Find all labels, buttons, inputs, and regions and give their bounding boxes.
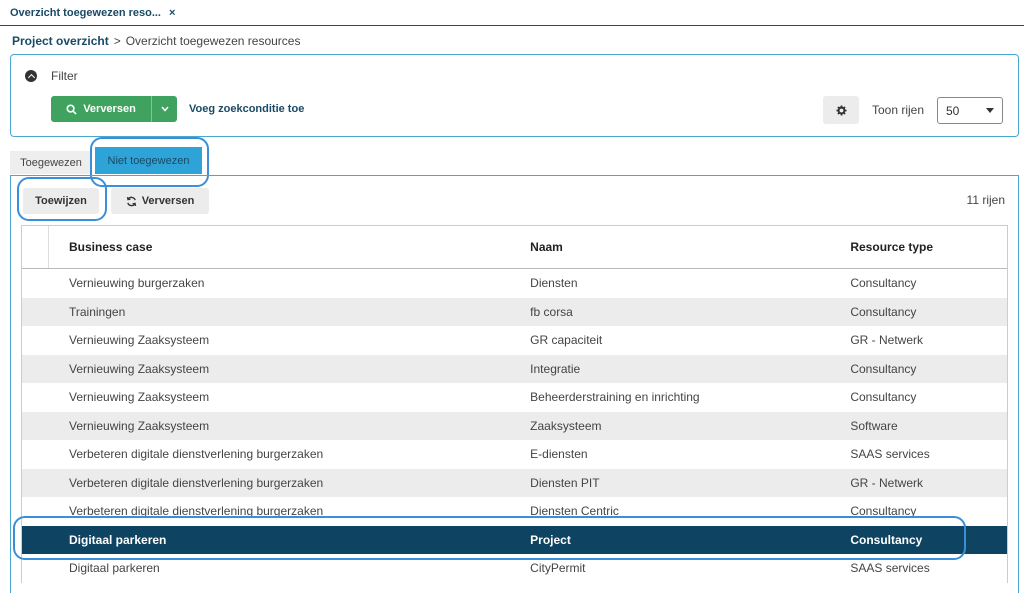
table-header [22,226,1007,269]
cell-resource-type: GR - Netwerk [850,475,924,490]
search-icon [66,104,77,115]
cell-resource-type: Consultancy [850,390,917,405]
refresh-results-label: Verversen [141,195,195,207]
cell-business-case: Digitaal parkeren [69,561,160,576]
row-selector-header [22,226,49,268]
table-row[interactable] [22,440,1007,469]
row-count: 11 rijen [966,193,1005,207]
cell-resource-type: SAAS services [850,447,930,462]
breadcrumb-current: Overzicht toegewezen resources [125,34,301,48]
filter-label: Filter [51,69,78,83]
table-row[interactable] [22,355,1007,384]
close-icon[interactable]: × [169,6,176,19]
table-row[interactable] [22,326,1007,355]
cell-business-case: Verbeteren digitale dienstverlening burgerzaken [69,475,324,490]
cell-resource-type: Consultancy [850,276,917,291]
cell-naam: Diensten [530,276,578,291]
breadcrumb-separator: > [113,34,121,48]
filter-panel [10,54,1019,137]
cell-naam: fb corsa [530,304,573,319]
tab-unassigned[interactable]: Niet toegewezen [95,147,202,174]
cell-resource-type: Consultancy [850,304,917,319]
assign-button[interactable]: Toewijzen [23,188,99,214]
cell-resource-type: SAAS services [850,561,930,576]
cell-resource-type: Consultancy [850,361,917,376]
document-tabbar [0,0,1024,26]
table-row[interactable] [22,383,1007,412]
cell-naam: Diensten Centric [530,504,619,519]
cell-business-case: Verbeteren digitale dienstverlening burgerzaken [69,447,324,462]
cell-naam: GR capaciteit [530,333,603,348]
rows-select[interactable] [937,97,1003,124]
toggle-up-icon[interactable] [25,70,37,82]
cell-naam: Diensten PIT [530,475,600,490]
table-row[interactable] [22,554,1007,583]
header-business-case[interactable]: Business case [69,240,153,254]
refresh-split-button[interactable] [51,96,177,122]
cell-naam: Project [530,532,571,547]
cell-business-case: Vernieuwing burgerzaken [69,276,205,291]
cell-business-case: Vernieuwing Zaaksysteem [69,361,210,376]
document-tab[interactable] [0,0,185,25]
cell-business-case: Trainingen [69,304,126,319]
cell-business-case: Verbeteren digitale dienstverlening burgerzaken [69,504,324,519]
refresh-icon [126,196,137,207]
gear-icon [836,105,847,116]
cell-business-case: Digitaal parkeren [69,532,167,547]
refresh-button[interactable] [51,103,151,115]
breadcrumb [12,34,300,48]
table-row[interactable] [22,412,1007,441]
chevron-down-icon [986,108,994,114]
cell-naam: Integratie [530,361,581,376]
table-row[interactable] [22,269,1007,298]
cell-resource-type: GR - Netwerk [850,333,924,348]
settings-button[interactable] [823,96,859,124]
cell-resource-type: Consultancy [850,532,923,547]
refresh-results-button[interactable] [111,188,209,214]
tab-assigned[interactable]: Toegewezen [10,151,92,174]
cell-naam: CityPermit [530,561,586,576]
table-body [22,269,1007,583]
document-tab-title: Overzicht toegewezen reso... [10,6,161,19]
cell-naam: E-diensten [530,447,588,462]
header-naam[interactable]: Naam [530,240,563,254]
refresh-dropdown-toggle[interactable] [151,96,177,122]
cell-naam: Zaaksysteem [530,418,602,433]
filter-header[interactable] [25,69,78,83]
table-row[interactable] [22,469,1007,498]
chevron-down-icon [161,106,169,112]
resources-table [21,225,1008,583]
add-condition-link[interactable]: Voeg zoekconditie toe [189,103,305,115]
breadcrumb-parent[interactable]: Project overzicht [12,34,109,48]
table-row[interactable] [22,298,1007,327]
cell-resource-type: Consultancy [850,504,917,519]
cell-business-case: Vernieuwing Zaaksysteem [69,390,210,405]
refresh-button-label: Verversen [83,103,136,115]
rows-select-value: 50 [946,103,960,118]
rows-label: Toon rijen [872,103,925,117]
cell-resource-type: Software [850,418,898,433]
cell-business-case: Vernieuwing Zaaksysteem [69,418,210,433]
table-row[interactable] [22,526,1007,555]
cell-business-case: Vernieuwing Zaaksysteem [69,333,210,348]
cell-naam: Beheerderstraining en inrichting [530,390,700,405]
table-row[interactable] [22,497,1007,526]
header-resource-type[interactable]: Resource type [850,240,934,254]
